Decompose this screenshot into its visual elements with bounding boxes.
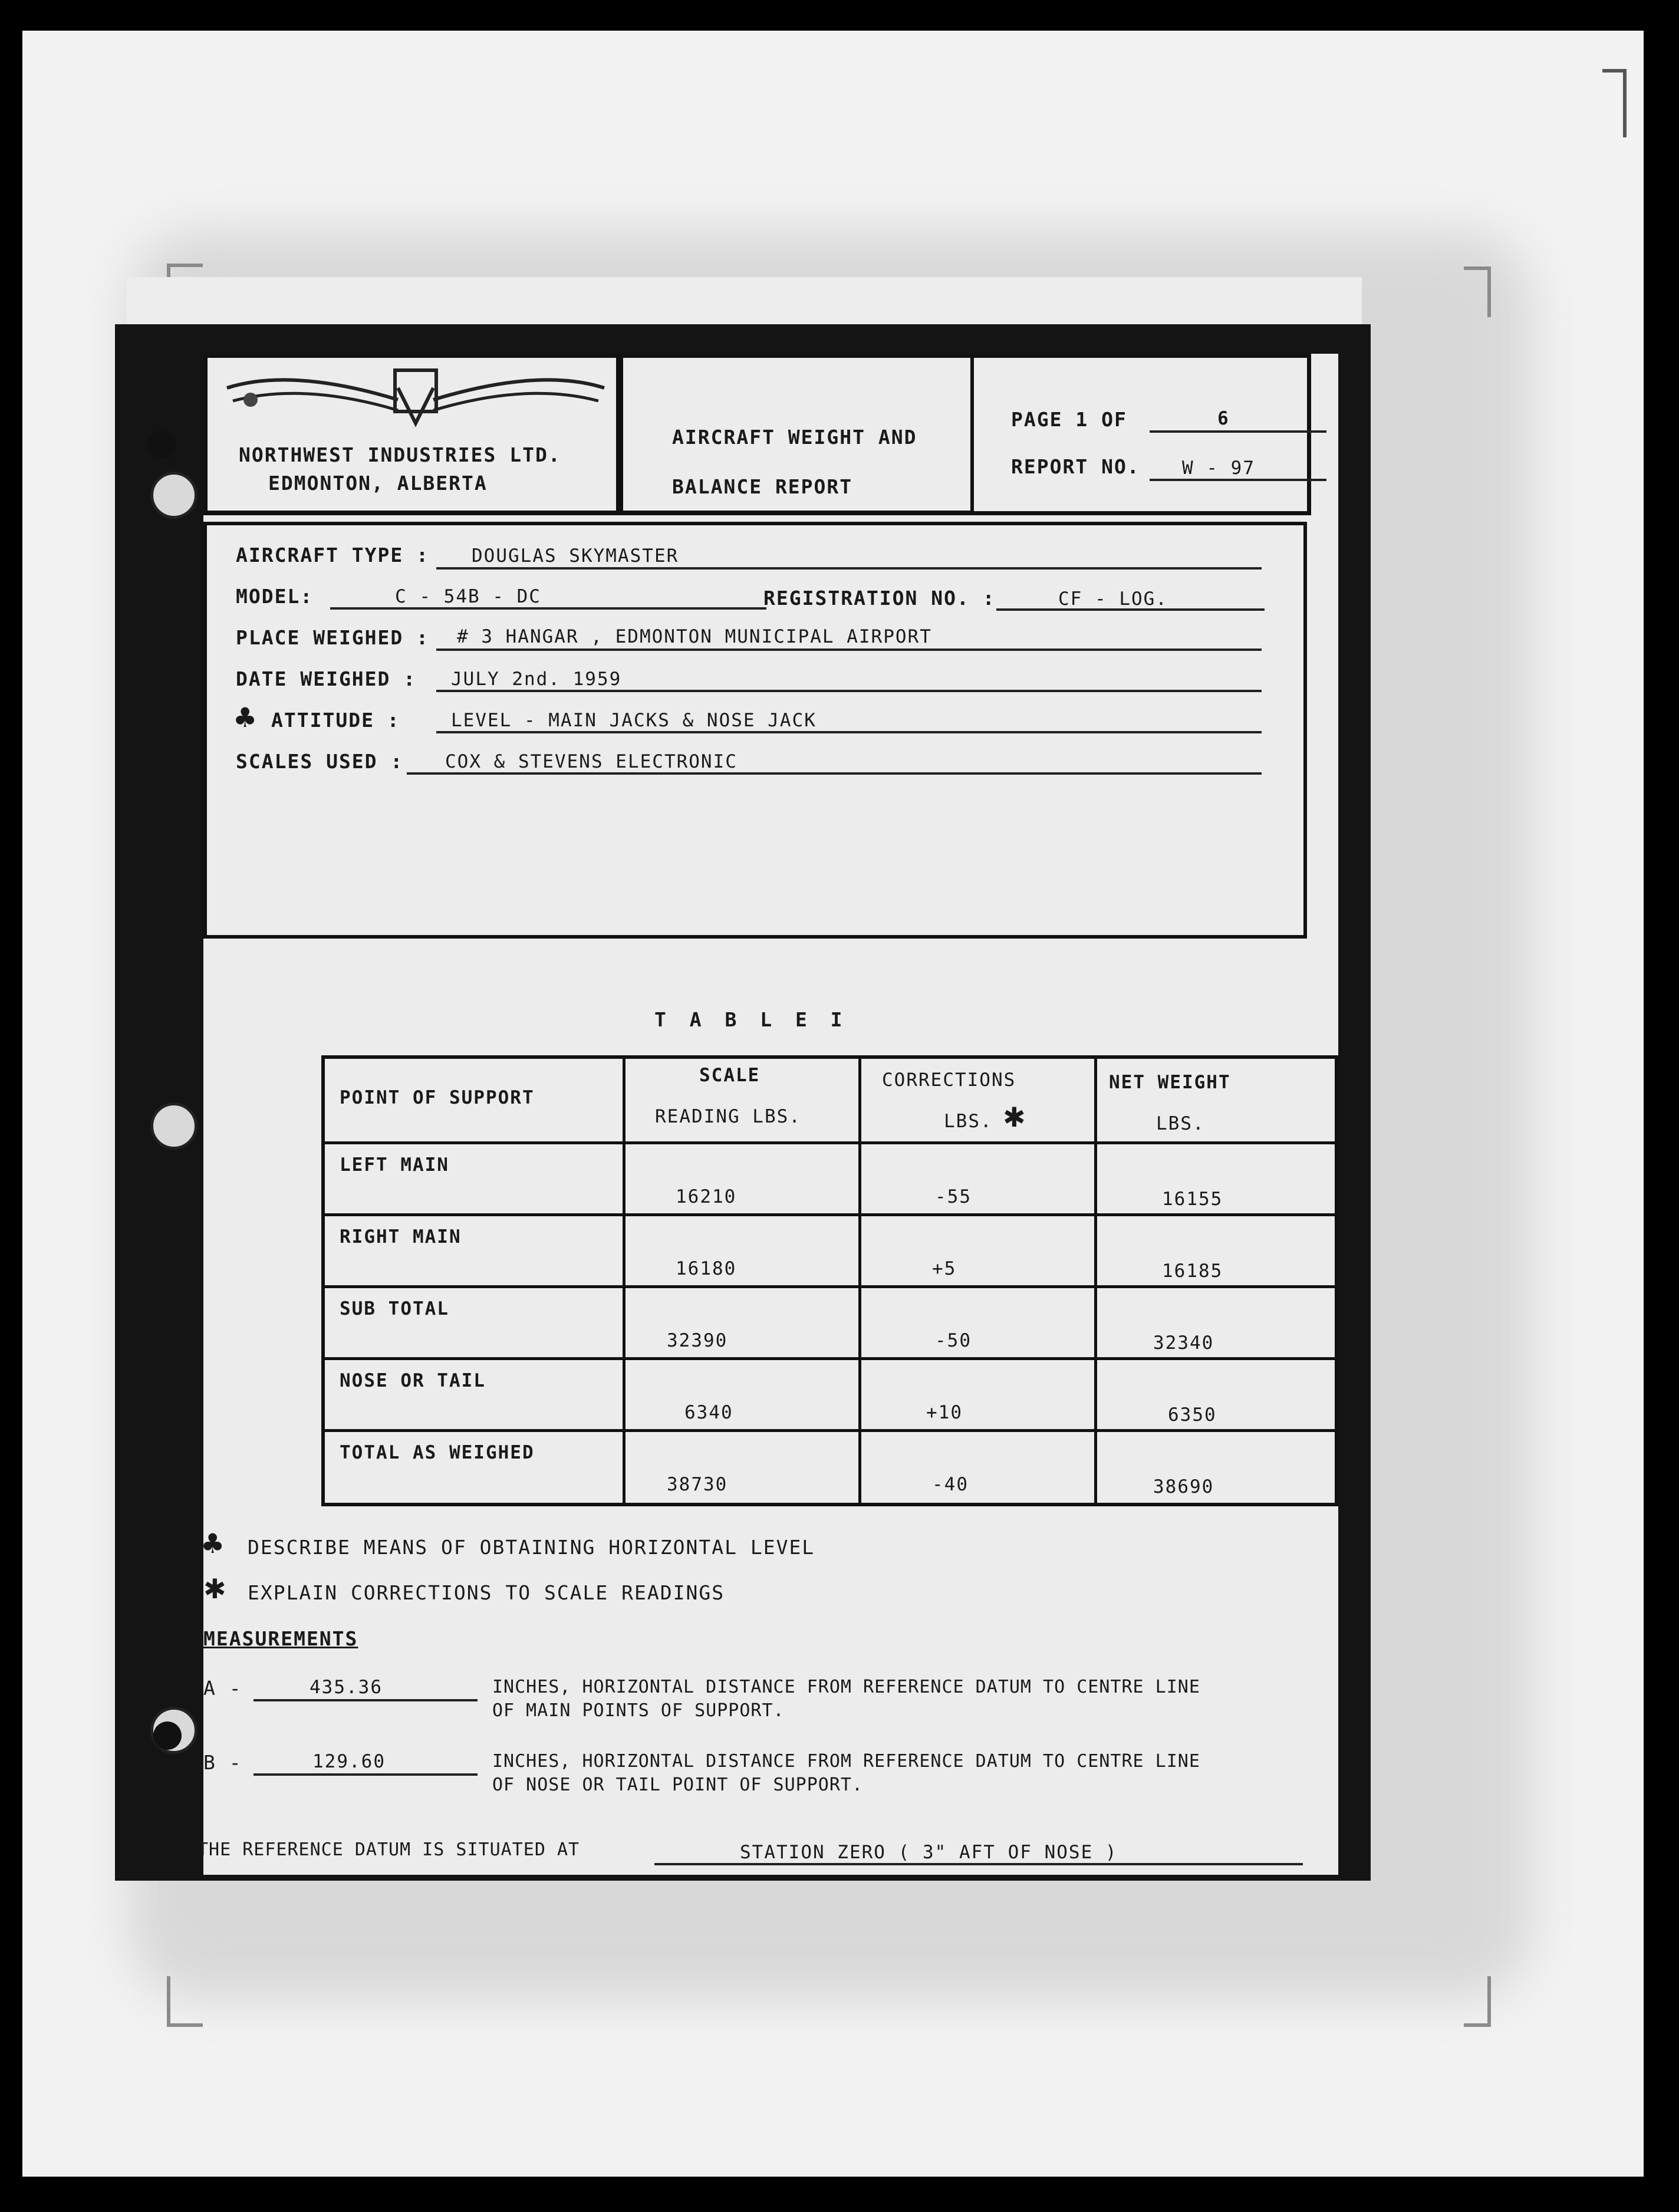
col-divider-2	[858, 1059, 861, 1503]
row-sub-total-correction: -50	[935, 1330, 972, 1351]
model-label: MODEL:	[236, 585, 314, 608]
report-number: W - 97	[1182, 457, 1255, 479]
measurement-b-value: 129.60	[312, 1751, 386, 1772]
row-right-main-scale: 16180	[676, 1258, 737, 1279]
sheet-top-edge	[127, 277, 1362, 324]
row-divider-3	[325, 1285, 1335, 1288]
row-sub-total-label: SUB TOTAL	[340, 1298, 449, 1319]
datum-label: THE REFERENCE DATUM IS SITUATED AT	[197, 1839, 580, 1860]
measurement-b-desc-1: INCHES, HORIZONTAL DISTANCE FROM REFERENCE DATUM TO CENTRE LINE	[492, 1751, 1200, 1772]
scales-line	[407, 772, 1262, 775]
crop-mark-bottom-right	[1464, 1976, 1491, 2027]
row-left-main-label: LEFT MAIN	[340, 1154, 449, 1176]
model-line	[330, 607, 766, 610]
header-point-of-support: POINT OF SUPPORT	[340, 1087, 535, 1108]
scales-label: SCALES USED :	[236, 750, 404, 773]
header-scale-reading: READING LBS.	[655, 1106, 801, 1127]
page-total-line	[1150, 430, 1326, 433]
report-number-line	[1150, 479, 1326, 481]
binder-hole-bottom	[153, 1721, 182, 1750]
row-divider-2	[325, 1213, 1335, 1216]
asterisk-note: EXPLAIN CORRECTIONS TO SCALE READINGS	[248, 1581, 725, 1604]
row-sub-total-scale: 32390	[667, 1330, 728, 1351]
attitude-value: LEVEL - MAIN JACKS & NOSE JACK	[451, 710, 817, 731]
weights-table	[321, 1055, 1338, 1506]
measurement-a-desc-2: OF MAIN POINTS OF SUPPORT.	[492, 1700, 785, 1721]
row-divider-1	[325, 1141, 1335, 1144]
row-nose-or-tail-net: 6350	[1168, 1404, 1217, 1426]
measurements-heading: MEASUREMENTS	[203, 1627, 358, 1650]
place-line	[436, 649, 1262, 651]
report-title-line1: AIRCRAFT WEIGHT AND	[672, 426, 917, 449]
crop-mark-top-right	[1464, 266, 1491, 317]
row-divider-5	[325, 1429, 1335, 1432]
asterisk-note-icon: ✱	[203, 1573, 226, 1605]
aircraft-type-line	[436, 567, 1262, 570]
registration-label: REGISTRATION NO. :	[763, 587, 996, 610]
row-sub-total-net: 32340	[1153, 1332, 1214, 1354]
page-total: 6	[1217, 408, 1230, 429]
registration-value: CF - LOG.	[1058, 588, 1168, 610]
table-title: T A B L E I	[654, 1008, 848, 1031]
punch-hole-top	[150, 472, 197, 519]
report-sheet	[115, 324, 1371, 1881]
report-number-label: REPORT NO.	[1011, 455, 1140, 478]
header-net-weight: NET WEIGHT	[1109, 1072, 1231, 1093]
header-net-lbs: LBS.	[1156, 1113, 1205, 1134]
club-note-icon: ♣	[200, 1528, 225, 1559]
row-total-as-weighed-scale: 38730	[667, 1474, 728, 1495]
row-nose-or-tail-label: NOSE OR TAIL	[340, 1370, 486, 1391]
measurement-a-desc-1: INCHES, HORIZONTAL DISTANCE FROM REFERENCE DATUM TO CENTRE LINE	[492, 1677, 1200, 1697]
punch-hole-middle	[150, 1102, 197, 1150]
row-total-as-weighed-label: TOTAL AS WEIGHED	[340, 1442, 535, 1463]
company-name: NORTHWEST INDUSTRIES LTD.	[239, 443, 561, 466]
place-label: PLACE WEIGHED :	[236, 626, 430, 649]
row-left-main-net: 16155	[1162, 1189, 1223, 1210]
report-title-line2: BALANCE REPORT	[672, 475, 853, 498]
col-divider-1	[623, 1059, 625, 1503]
report-paper	[197, 354, 1338, 1875]
row-divider-4	[325, 1357, 1335, 1360]
binder-hole-top	[147, 430, 176, 459]
measurement-a-label: A -	[203, 1677, 242, 1700]
row-left-main-scale: 16210	[676, 1186, 737, 1207]
measurement-b-desc-2: OF NOSE OR TAIL POINT OF SUPPORT.	[492, 1775, 864, 1795]
page-label: PAGE 1 OF	[1011, 408, 1127, 431]
date-value: JULY 2nd. 1959	[451, 669, 622, 690]
company-location: EDMONTON, ALBERTA	[268, 472, 488, 495]
datum-value: STATION ZERO ( 3" AFT OF NOSE )	[740, 1842, 1118, 1863]
attitude-line	[436, 731, 1262, 733]
scales-value: COX & STEVENS ELECTRONIC	[445, 751, 738, 772]
model-value: C - 54B - DC	[395, 586, 541, 607]
place-value: # 3 HANGAR , EDMONTON MUNICIPAL AIRPORT	[457, 626, 932, 647]
row-right-main-net: 16185	[1162, 1260, 1223, 1282]
club-icon: ♣	[233, 702, 258, 733]
aircraft-type-value: DOUGLAS SKYMASTER	[472, 545, 679, 567]
header-corrections-lbs: LBS.	[944, 1111, 993, 1132]
aircraft-type-label: AIRCRAFT TYPE :	[236, 544, 430, 567]
row-nose-or-tail-correction: +10	[926, 1402, 963, 1423]
row-total-as-weighed-correction: -40	[932, 1474, 969, 1495]
datum-line	[654, 1863, 1303, 1865]
row-right-main-label: RIGHT MAIN	[340, 1226, 462, 1247]
col-divider-3	[1094, 1059, 1097, 1503]
measurement-b-line	[254, 1773, 478, 1776]
crop-mark-outer	[1602, 69, 1627, 137]
measurement-a-line	[254, 1699, 478, 1701]
row-nose-or-tail-scale: 6340	[684, 1402, 733, 1423]
attitude-label: ATTITUDE :	[271, 709, 400, 732]
header-scale: SCALE	[699, 1065, 761, 1086]
club-note: DESCRIBE MEANS OF OBTAINING HORIZONTAL LEVEL	[248, 1536, 815, 1559]
measurement-b-label: B -	[203, 1751, 242, 1774]
wings-logo-icon	[221, 364, 610, 429]
row-total-as-weighed-net: 38690	[1153, 1476, 1214, 1497]
date-label: DATE WEIGHED :	[236, 667, 417, 690]
row-right-main-correction: +5	[932, 1258, 957, 1279]
date-line	[436, 690, 1262, 692]
row-left-main-correction: -55	[935, 1186, 972, 1207]
crop-mark-bottom-left	[167, 1976, 203, 2027]
asterisk-icon: ✱	[1003, 1101, 1026, 1133]
measurement-a-value: 435.36	[310, 1677, 383, 1698]
header-corrections: CORRECTIONS	[882, 1069, 1016, 1091]
